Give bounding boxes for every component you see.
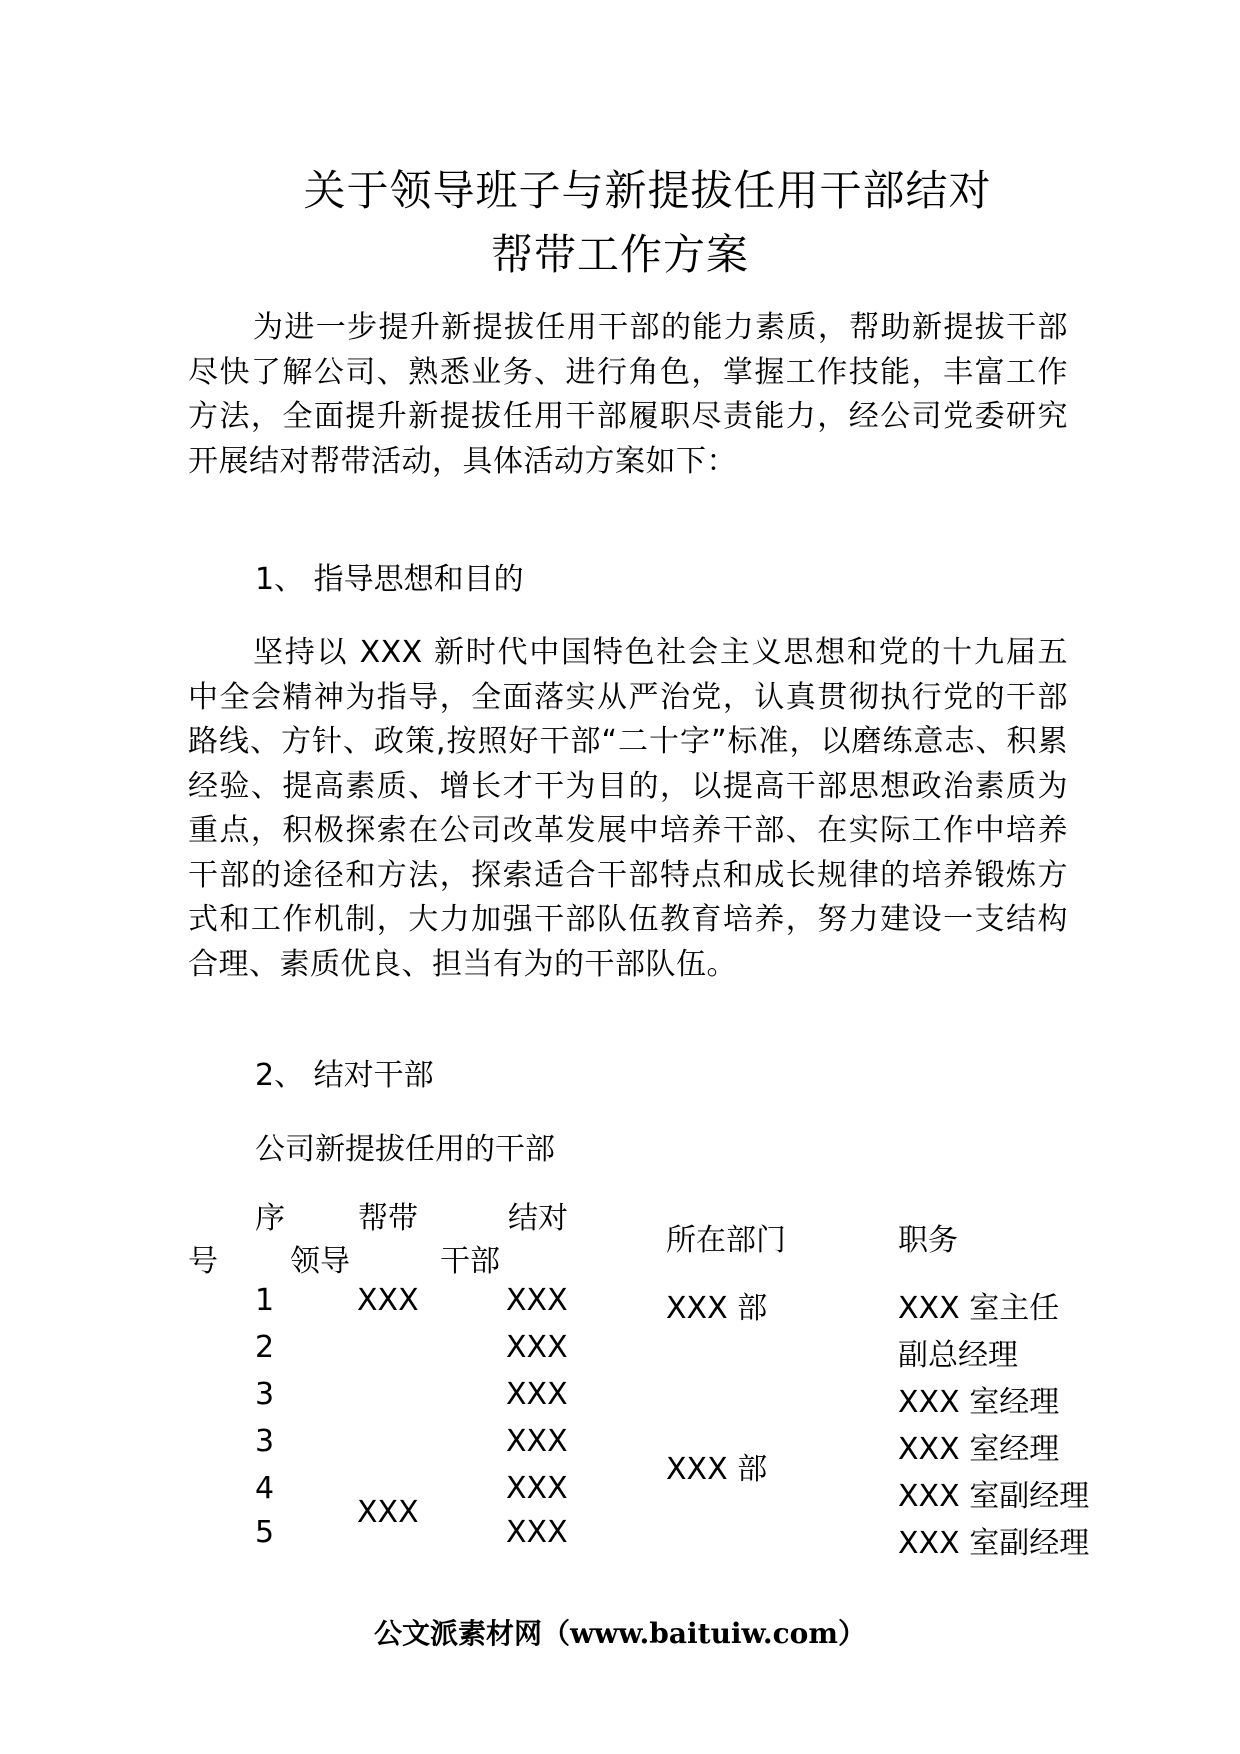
table-header-dept: 所在部门 xyxy=(666,1223,786,1258)
table-row-6-position: XXX 室副经理 xyxy=(898,1526,1090,1561)
table-row-5-position: XXX 室副经理 xyxy=(898,1479,1090,1514)
section-2-heading: 2、 结对干部 xyxy=(255,1058,434,1093)
section-1-heading: 1、 指导思想和目的 xyxy=(255,562,524,597)
document-title-line1: 关于领导班子与新提拔任用干部结对 xyxy=(303,166,992,215)
table-row-1-seq: 1 xyxy=(255,1283,275,1318)
section-1-paragraph: 坚持以 XXX 新时代中国特色社会主义思想和党的十九届五中全会精神为指导，全面落实从严治党，认真贯彻执行党的干部路线、方针、政策,按照好干部“二十字”标准，以磨练意志、积累经验、提高素质、增长才干为目的，以提高干部思想政治素质为重点，积极探索在公司改革发展中培养干部、在实际工作中培养干部的途径和方法，探索适合干部特点和成长规律的培养锻炼方式和工作机制，大力加强干部队伍教育培养，努力建设一支结构合理、素质优良、担当有为的干部队伍。 xyxy=(188,635,1068,982)
table-row-6-seq: 5 xyxy=(255,1515,275,1550)
table-row-2-seq: 2 xyxy=(255,1330,275,1365)
table-row-1-position: XXX 室主任 xyxy=(898,1291,1060,1326)
table-row-5-seq: 4 xyxy=(255,1471,275,1506)
table-header-seq-bottom: 号 xyxy=(188,1244,218,1279)
table-row-2-position: 副总经理 xyxy=(898,1338,1018,1373)
intro-paragraph: 为进一步提升新提拔任用干部的能力素质，帮助新提拔干部尽快了解公司、熟悉业务、进行角色，掌握工作技能，丰富工作方法，全面提升新提拔任用干部履职尽责能力，经公司党委研究开展结对帮带活动，具体活动方案如下： xyxy=(188,310,1068,479)
table-header-seq-top: 序 xyxy=(255,1201,285,1236)
table-header-leader-bottom: 领导 xyxy=(290,1244,350,1279)
table-row-6-cadre: XXX xyxy=(506,1515,568,1550)
table-row-5-cadre: XXX xyxy=(506,1471,568,1506)
table-header-position: 职务 xyxy=(898,1223,958,1258)
table-row-4-position: XXX 室经理 xyxy=(898,1432,1060,1467)
table-leader-group2: XXX xyxy=(357,1495,419,1530)
table-header-cadre-top: 结对 xyxy=(508,1201,568,1236)
table-row-4-cadre: XXX xyxy=(506,1424,568,1459)
table-dept-group1: XXX 部 xyxy=(666,1291,768,1326)
footer-watermark: 公文派素材网（www.baituiw.com） xyxy=(374,1617,866,1650)
table-row-3-position: XXX 室经理 xyxy=(898,1385,1060,1420)
table-leader-group1: XXX xyxy=(357,1283,419,1318)
table-row-1-cadre: XXX xyxy=(506,1283,568,1318)
table-row-2-cadre: XXX xyxy=(506,1330,568,1365)
table-dept-group2: XXX 部 xyxy=(666,1452,768,1487)
table-header-leader-top: 帮带 xyxy=(358,1201,418,1236)
document-title-line2: 帮带工作方案 xyxy=(490,230,749,279)
table-row-3-seq: 3 xyxy=(255,1377,275,1412)
table-header-cadre-bottom: 干部 xyxy=(440,1244,500,1279)
table-row-4-seq: 3 xyxy=(255,1424,275,1459)
table-row-3-cadre: XXX xyxy=(506,1377,568,1412)
section-2-subtitle: 公司新提拔任用的干部 xyxy=(255,1132,555,1167)
